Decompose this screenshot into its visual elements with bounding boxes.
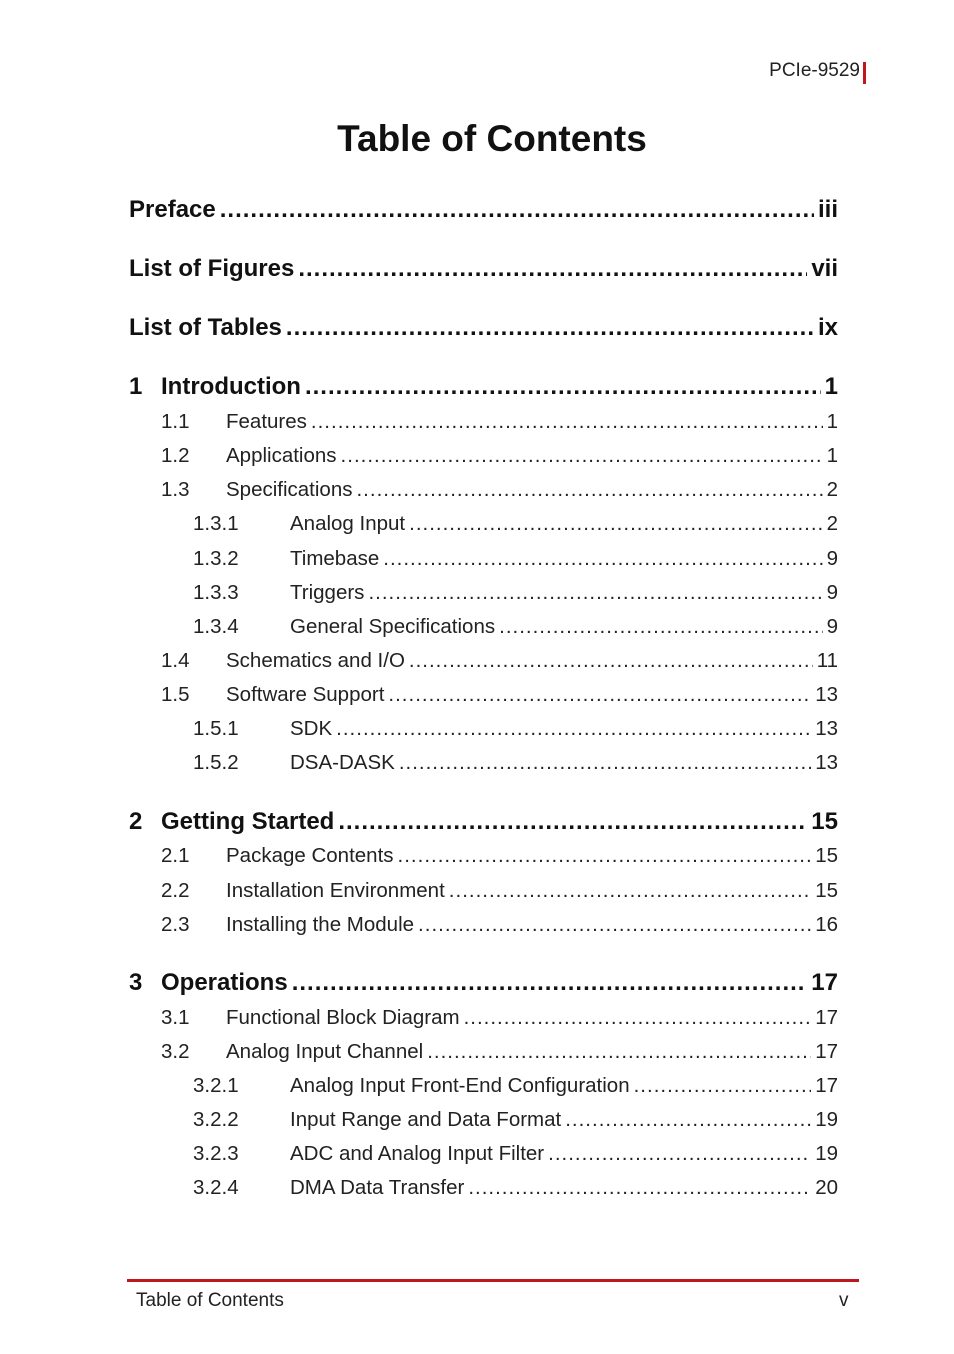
toc-entry-page: 1 (826, 444, 838, 467)
toc-dot-leader (341, 444, 823, 468)
toc-entry-title: Introduction (161, 373, 301, 400)
toc-section-entry[interactable] (193, 547, 838, 575)
toc-entry-number: 1.4 (161, 649, 190, 672)
toc-dot-leader (409, 512, 822, 536)
toc-section-entry[interactable] (161, 410, 838, 438)
toc-entry-number: 3.2.2 (193, 1108, 239, 1131)
toc-dot-leader (356, 478, 822, 502)
toc-entry-title: Analog Input Front-End Configuration (290, 1074, 630, 1097)
toc-entry-title: Software Support (226, 683, 385, 706)
toc-entry-number: 1.1 (161, 410, 190, 433)
footer-rule (127, 1279, 859, 1282)
toc-dot-leader (398, 844, 812, 868)
toc-dot-leader (548, 1142, 811, 1166)
toc-entry-page: 15 (815, 844, 838, 867)
footer-section-name: Table of Contents (136, 1290, 284, 1311)
toc-entry-page: 9 (826, 615, 838, 638)
toc-entry-number: 1.3.1 (193, 512, 239, 535)
toc-entry-page: 20 (815, 1176, 838, 1199)
toc-dot-leader (418, 913, 811, 937)
toc-entry-title: List of Tables (129, 314, 282, 341)
toc-entry-title: Specifications (226, 478, 353, 501)
toc-entry-page: 13 (815, 717, 838, 740)
toc-dot-leader (336, 717, 811, 741)
toc-entry-title: Triggers (290, 581, 365, 604)
toc-section-entry[interactable] (161, 478, 838, 506)
toc-entry-number: 1.3.3 (193, 581, 239, 604)
toc-entry-title: Features (226, 410, 307, 433)
toc-entry-title: Installation Environment (226, 879, 445, 902)
toc-entry-number: 3.2 (161, 1040, 190, 1063)
toc-entry-page: 16 (815, 913, 838, 936)
toc-section-entry[interactable] (193, 1074, 838, 1102)
toc-entry-title: Getting Started (161, 808, 335, 835)
toc-entry-number: 2.1 (161, 844, 190, 867)
toc-entry-page: 13 (815, 683, 838, 706)
toc-entry-title: Analog Input (290, 512, 406, 535)
toc-dot-leader (499, 615, 822, 639)
toc-entry-title: Timebase (290, 547, 380, 570)
toc-dot-leader (368, 581, 822, 605)
toc-entry-number: 2.3 (161, 913, 190, 936)
toc-entry-number: 3.2.4 (193, 1176, 239, 1199)
toc-entry-page: 9 (826, 581, 838, 604)
footer-page-number: v (839, 1290, 849, 1311)
toc-section-entry[interactable] (161, 913, 838, 941)
toc-entry-number: 1 (129, 373, 143, 400)
toc-entry-number: 1.2 (161, 444, 190, 467)
toc-entry-page: 19 (815, 1108, 838, 1131)
toc-dot-leader (305, 373, 821, 401)
toc-dot-leader (427, 1040, 811, 1064)
header-product-name: PCIe-9529 (769, 60, 860, 81)
toc-entry-number: 1.5.2 (193, 751, 239, 774)
toc-section-entry[interactable] (193, 1108, 838, 1136)
toc-entry-title: List of Figures (129, 255, 295, 282)
toc-entry-page: 15 (811, 808, 838, 835)
toc-dot-leader (468, 1176, 811, 1200)
toc-entry-title: DSA-DASK (290, 751, 395, 774)
toc-entry-page: 17 (815, 1040, 838, 1063)
toc-dot-leader (383, 547, 822, 571)
toc-section-entry[interactable] (161, 1006, 838, 1034)
toc-entry-number: 3 (129, 969, 143, 996)
toc-dot-leader (409, 649, 813, 673)
toc-section-entry[interactable] (161, 683, 838, 711)
toc-entry-title: Functional Block Diagram (226, 1006, 460, 1029)
toc-dot-leader (298, 255, 807, 283)
toc-section-entry[interactable] (161, 844, 838, 872)
toc-entry-number: 3.2.3 (193, 1142, 239, 1165)
toc-dot-leader (449, 879, 811, 903)
toc-entry-title: Installing the Module (226, 913, 415, 936)
toc-entry-number: 1.3.2 (193, 547, 239, 570)
toc-chapter-entry[interactable] (129, 314, 838, 346)
toc-entry-title: DMA Data Transfer (290, 1176, 465, 1199)
toc-entry-title: Schematics and I/O (226, 649, 405, 672)
toc-entry-page: iii (817, 196, 838, 223)
header-accent-bar (863, 62, 866, 84)
toc-chapter-entry[interactable] (129, 255, 838, 287)
toc-entry-title: Applications (226, 444, 337, 467)
toc-entry-number: 3.2.1 (193, 1074, 239, 1097)
toc-section-entry[interactable] (193, 512, 838, 540)
toc-entry-number: 2.2 (161, 879, 190, 902)
toc-chapter-entry[interactable] (129, 196, 838, 228)
toc-entry-page: 1 (826, 410, 838, 433)
toc-entry-number: 3.1 (161, 1006, 190, 1029)
toc-entry-page: 17 (811, 969, 838, 996)
toc-entry-number: 1.3 (161, 478, 190, 501)
toc-dot-leader (634, 1074, 812, 1098)
toc-entry-page: ix (817, 314, 838, 341)
toc-entry-title: Input Range and Data Format (290, 1108, 562, 1131)
toc-entry-page: 19 (815, 1142, 838, 1165)
toc-section-entry[interactable] (193, 1176, 838, 1204)
toc-section-entry[interactable] (193, 717, 838, 745)
toc-entry-number: 1.5 (161, 683, 190, 706)
toc-entry-title: ADC and Analog Input Filter (290, 1142, 545, 1165)
toc-entry-page: 9 (826, 547, 838, 570)
toc-section-entry[interactable] (193, 751, 838, 779)
toc-entry-title: Analog Input Channel (226, 1040, 424, 1063)
toc-section-entry[interactable] (193, 615, 838, 643)
toc-entry-title: SDK (290, 717, 333, 740)
toc-entry-page: 1 (824, 373, 838, 400)
toc-dot-leader (388, 683, 811, 707)
toc-dot-leader (220, 196, 814, 224)
toc-entry-number: 1.5.1 (193, 717, 239, 740)
toc-entry-title: Package Contents (226, 844, 394, 867)
toc-section-entry[interactable] (193, 581, 838, 609)
toc-dot-leader (399, 751, 811, 775)
page-title: Table of Contents (337, 118, 647, 159)
toc-chapter-entry[interactable] (129, 969, 838, 1001)
toc-entry-page: 17 (815, 1006, 838, 1029)
toc-entry-page: 17 (815, 1074, 838, 1097)
toc-entry-number: 2 (129, 808, 143, 835)
toc-section-entry[interactable] (161, 649, 838, 677)
toc-dot-leader (565, 1108, 811, 1132)
toc-chapter-entry[interactable] (129, 808, 838, 840)
toc-dot-leader (311, 410, 823, 434)
running-header (769, 60, 860, 82)
toc-entry-number: 1.3.4 (193, 615, 239, 638)
toc-entry-title: General Specifications (290, 615, 496, 638)
toc-entry-page: vii (811, 255, 838, 282)
toc-section-entry[interactable] (161, 879, 838, 907)
toc-entry-page: 13 (815, 751, 838, 774)
toc-dot-leader (292, 969, 808, 997)
toc-dot-leader (338, 808, 807, 836)
toc-entry-page: 2 (826, 478, 838, 501)
toc-section-entry[interactable] (161, 1040, 838, 1068)
toc-entry-page: 2 (826, 512, 838, 535)
toc-section-entry[interactable] (193, 1142, 838, 1170)
toc-entry-title: Operations (161, 969, 288, 996)
toc-chapter-entry[interactable] (129, 373, 838, 405)
toc-entry-title: Preface (129, 196, 216, 223)
toc-section-entry[interactable] (161, 444, 838, 472)
toc-dot-leader (286, 314, 814, 342)
toc-entry-page: 11 (816, 649, 838, 672)
toc-dot-leader (464, 1006, 812, 1030)
toc-entry-page: 15 (815, 879, 838, 902)
